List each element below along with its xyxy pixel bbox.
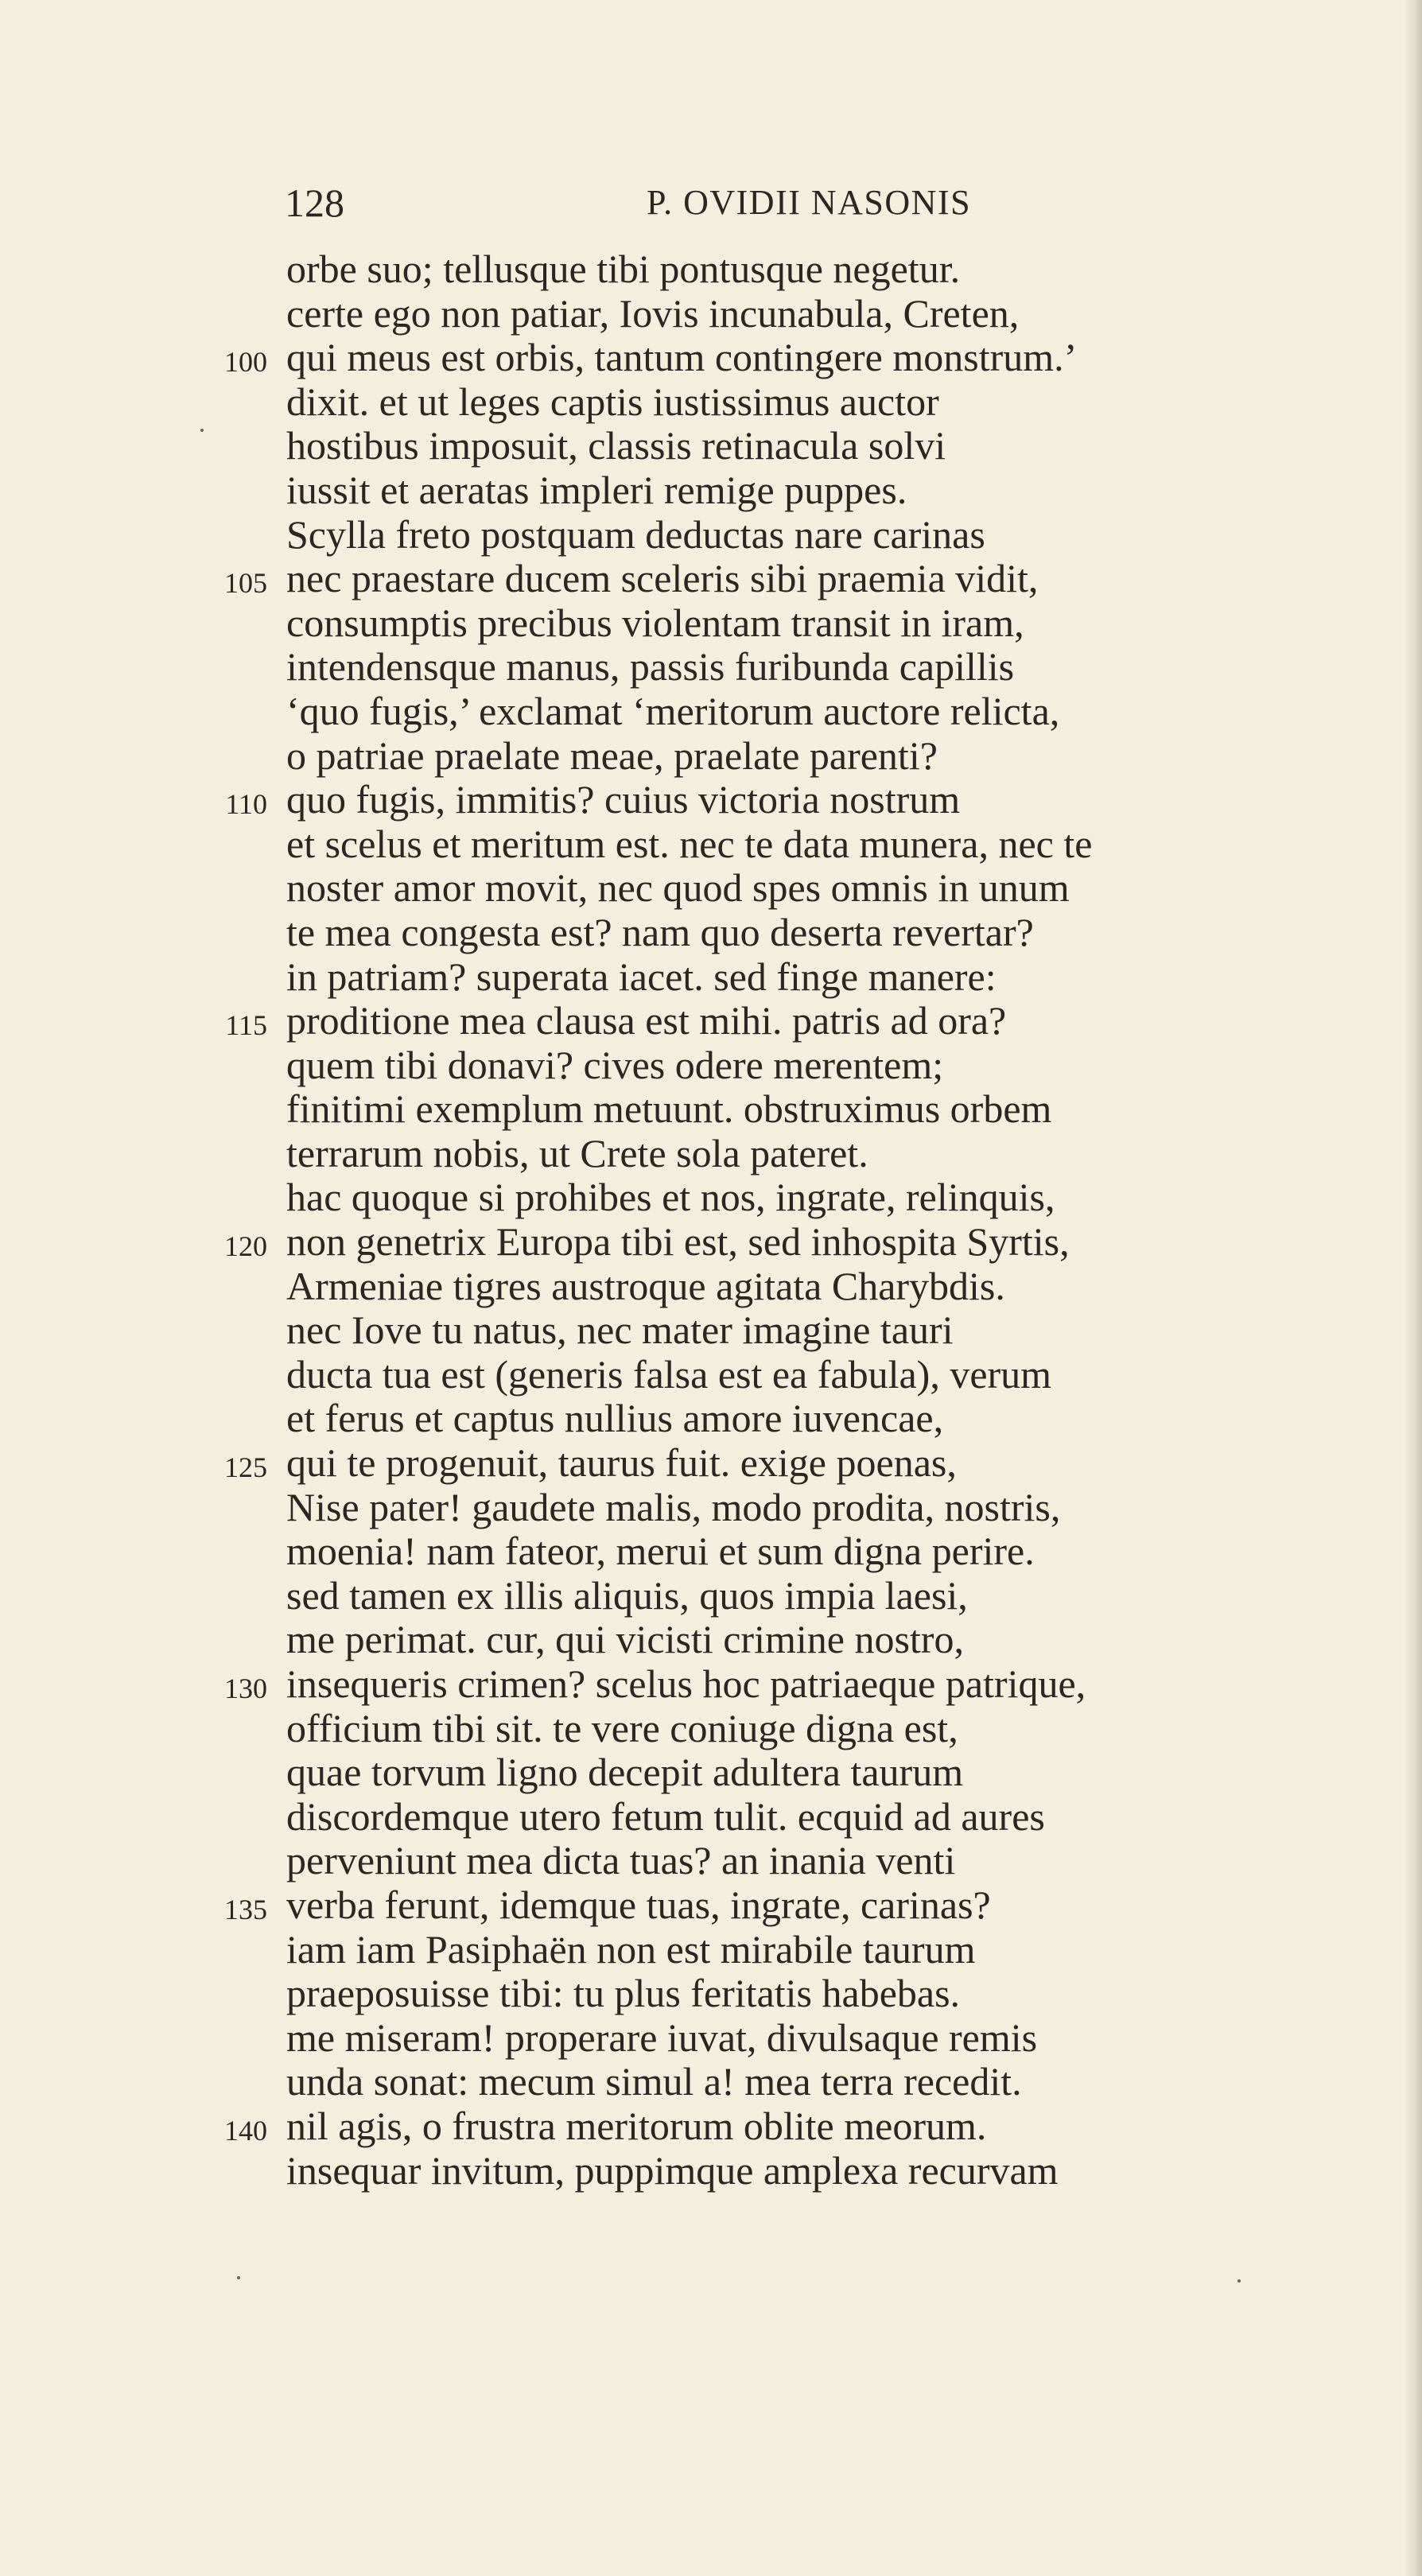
paper-speck — [1237, 2279, 1241, 2283]
verse-line — [0, 247, 1422, 292]
verse-line — [0, 601, 1422, 646]
verse-line — [0, 778, 1422, 822]
verse-text: perveniunt mea dicta tuas? an inania venti — [286, 1838, 956, 1883]
line-number: 120 — [224, 1230, 267, 1263]
verse-line — [0, 1839, 1422, 1883]
verse-line — [0, 1043, 1422, 1088]
verse-line — [0, 690, 1422, 734]
verse-text: discordemque utero fetum tulit. ecquid ad aures — [286, 1793, 1045, 1839]
verse-line — [0, 645, 1422, 690]
page-header — [285, 175, 1032, 231]
verse-text: me perimat. cur, qui vicisti crimine nostro, — [286, 1617, 964, 1662]
verse-text: insequar invitum, puppimque amplexa recurvam — [286, 2147, 1059, 2193]
verse-line — [0, 1618, 1422, 1662]
verse-text: orbe suo; tellusque tibi pontusque negetur. — [286, 247, 961, 291]
verse-line — [0, 1707, 1422, 1751]
verse-line — [0, 336, 1422, 380]
line-number: 135 — [224, 1893, 267, 1925]
verse-text: me miseram! properare iuvat, divulsaque remis — [286, 2015, 1038, 2060]
verse-line — [0, 1795, 1422, 1840]
verse-text: o patriae praelate meae, praelate parenti? — [286, 732, 938, 778]
verse-line — [0, 1265, 1422, 1309]
verse-line — [0, 2104, 1422, 2149]
line-number: 100 — [224, 346, 267, 379]
verse-text: verba ferunt, idemque tuas, ingrate, carinas? — [286, 1882, 991, 1927]
verse-text: insequeris crimen? scelus hoc patriaeque patrique, — [286, 1661, 1086, 1706]
verse-line — [0, 1220, 1422, 1265]
verse-text: quae torvum ligno decepit adultera taurum — [286, 1750, 964, 1795]
line-number: 115 — [225, 1009, 267, 1042]
verse-line — [0, 468, 1422, 513]
verse-text: moenia! nam fateor, merui et sum digna perire. — [286, 1529, 1035, 1574]
verse-line — [0, 2149, 1422, 2193]
line-number: 105 — [224, 567, 267, 600]
verse-line — [0, 424, 1422, 468]
verse-line — [0, 1662, 1422, 1707]
verse-text: quem tibi donavi? cives odere merentem; — [286, 1042, 944, 1087]
verse-line — [0, 1486, 1422, 1530]
verse-text: sed tamen ex illis aliquis, quos impia laesi, — [286, 1572, 968, 1618]
verse-text: intendensque manus, passis furibunda capillis — [286, 644, 1015, 690]
verse-text: proditione mea clausa est mihi. patris ad ora? — [286, 998, 1007, 1043]
line-number: 110 — [225, 788, 267, 821]
verse-text: nec Iove tu natus, nec mater imagine tauri — [286, 1307, 954, 1353]
verse-text: praeposuisse tibi: tu plus feritatis habebas. — [286, 1971, 961, 2016]
verse-text: Scylla freto postquam deductas nare carinas — [286, 511, 985, 557]
verse-text: hac quoque si prohibes et nos, ingrate, relinquis, — [286, 1175, 1055, 1220]
line-number: 140 — [224, 2114, 267, 2147]
verse-line — [0, 734, 1422, 779]
verse-line — [0, 1928, 1422, 1972]
verse-text: et ferus et captus nullius amore iuvencae, — [286, 1396, 944, 1441]
verse-line — [0, 292, 1422, 336]
verse-line — [0, 380, 1422, 425]
verse-line — [0, 911, 1422, 955]
verse-line — [0, 1397, 1422, 1441]
verse-line — [0, 2060, 1422, 2104]
verse-text: qui meus est orbis, tantum contingere monstrum.’ — [286, 335, 1078, 380]
verse-text: dixit. et ut leges captis iustissimus auctor — [286, 379, 939, 424]
verse-line — [0, 866, 1422, 911]
verse-block — [0, 247, 1422, 2193]
paper-speck — [237, 2276, 240, 2279]
verse-text: nil agis, o frustra meritorum oblite meorum. — [286, 2103, 987, 2148]
verse-text: ducta tua est (generis falsa est ea fabula), verum — [286, 1351, 1052, 1397]
verse-text: ‘quo fugis,’ exclamat ‘meritorum auctore relicta, — [286, 688, 1060, 733]
verse-text: iussit et aeratas impleri remige puppes. — [286, 467, 907, 512]
verse-line — [0, 1441, 1422, 1486]
verse-text: te mea congesta est? nam quo deserta revertar? — [286, 909, 1034, 954]
verse-line — [0, 999, 1422, 1043]
verse-text: officium tibi sit. te vere coniuge digna est, — [286, 1705, 958, 1750]
verse-line — [0, 1087, 1422, 1132]
verse-text: non genetrix Europa tibi est, sed inhospita Syrtis, — [286, 1219, 1070, 1265]
verse-text: iam iam Pasiphaën non est mirabile taurum — [286, 1926, 976, 1972]
verse-line — [0, 1883, 1422, 1928]
running-title: P. OVIDII NASONIS — [647, 183, 972, 222]
verse-text: noster amor movit, nec quod spes omnis in unum — [286, 865, 1070, 911]
page-number: 128 — [285, 181, 344, 225]
verse-line — [0, 1308, 1422, 1353]
verse-text: finitimi exemplum metuunt. obstruximus orbem — [286, 1086, 1052, 1132]
verse-line — [0, 2016, 1422, 2061]
verse-text: et scelus et meritum est. nec te data munera, nec te — [286, 821, 1093, 866]
verse-text: terrarum nobis, ut Crete sola pateret. — [286, 1130, 868, 1175]
line-number: 130 — [224, 1673, 267, 1704]
verse-text: qui te progenuit, taurus fuit. exige poenas, — [286, 1440, 957, 1486]
verse-text: quo fugis, immitis? cuius victoria nostrum — [286, 777, 961, 822]
verse-line — [0, 1132, 1422, 1176]
verse-text: Armeniae tigres austroque agitata Charybdis. — [286, 1263, 1005, 1308]
verse-line — [0, 1750, 1422, 1795]
verse-line — [0, 1175, 1422, 1220]
paper-speck — [200, 429, 204, 432]
verse-text: hostibus imposuit, classis retinacula solvi — [286, 423, 946, 468]
verse-line — [0, 513, 1422, 558]
verse-text: in patriam? superata iacet. sed finge manere: — [286, 954, 997, 999]
verse-line — [0, 955, 1422, 1000]
verse-line — [0, 1574, 1422, 1618]
verse-text: nec praestare ducem sceleris sibi praemia vidit, — [286, 556, 1039, 601]
verse-line — [0, 1353, 1422, 1397]
verse-line — [0, 1529, 1422, 1574]
verse-text: certe ego non patiar, Iovis incunabula, Creten, — [286, 290, 1020, 336]
line-number: 125 — [224, 1451, 267, 1484]
verse-line — [0, 557, 1422, 601]
verse-text: consumptis precibus violentam transit in iram, — [286, 600, 1024, 645]
verse-text: Nise pater! gaudete malis, modo prodita, nostris, — [286, 1484, 1061, 1529]
verse-text: unda sonat: mecum simul a! mea terra recedit. — [286, 2059, 1022, 2104]
verse-line — [0, 1972, 1422, 2016]
verse-line — [0, 822, 1422, 867]
